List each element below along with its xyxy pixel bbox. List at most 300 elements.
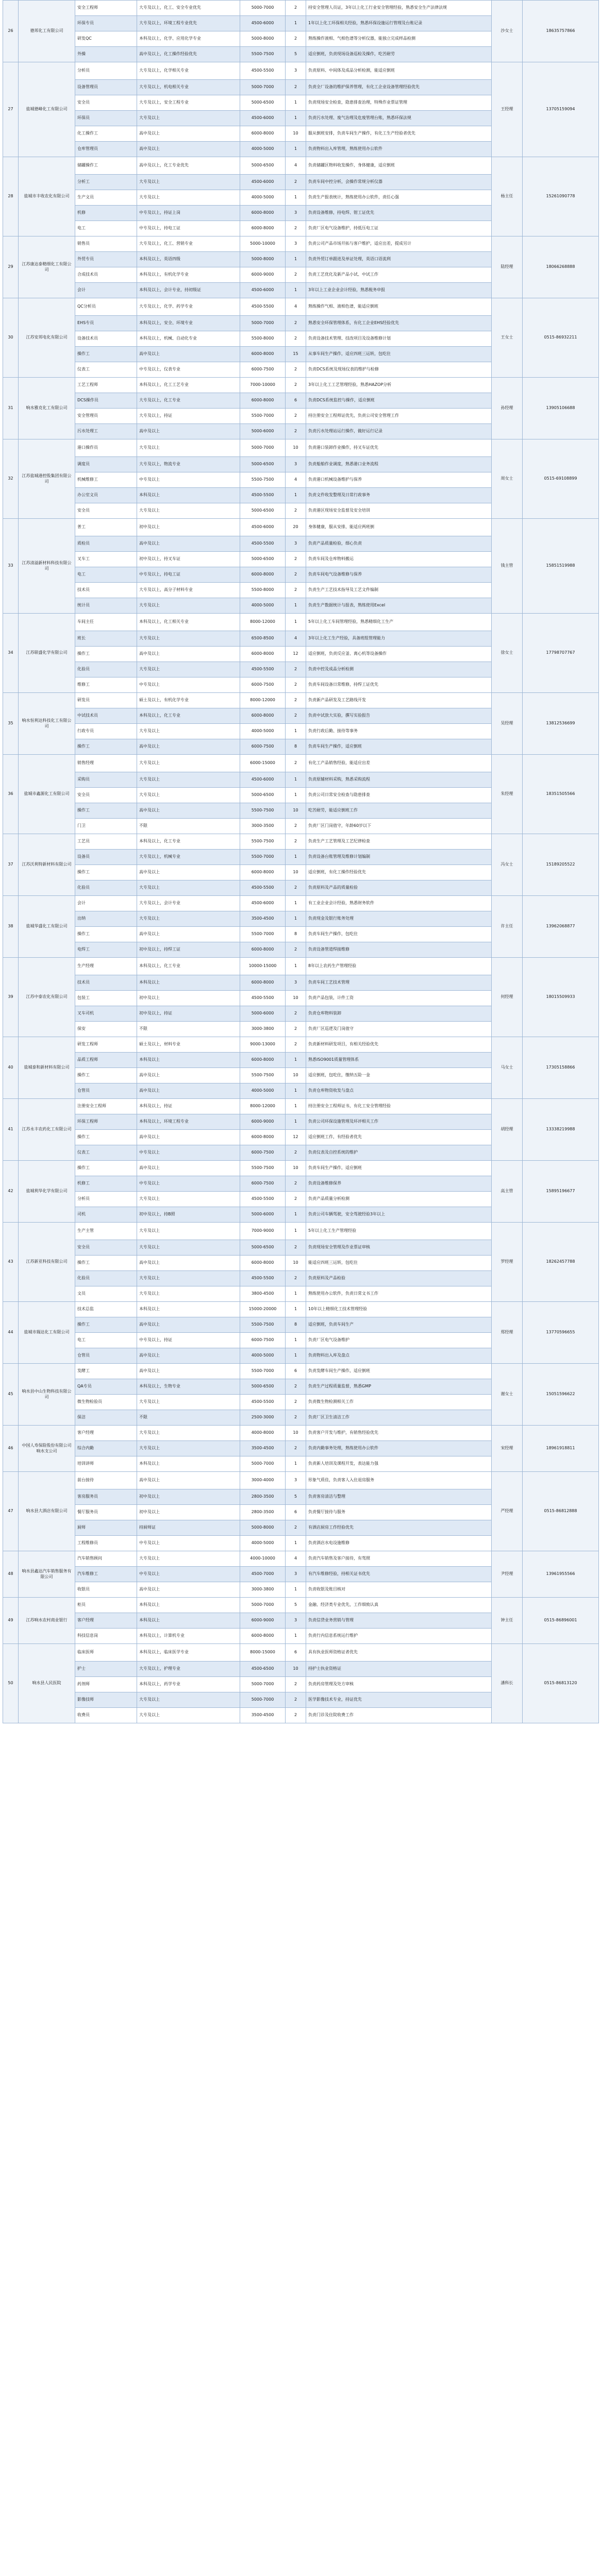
job-description: 负责车间及仓库物料搬运 xyxy=(306,552,492,567)
company-index: 43 xyxy=(3,1223,19,1302)
job-description: 熟悉安全环保管理体系，有化工企业EHS经验优先 xyxy=(306,316,492,331)
job-count: 2 xyxy=(286,267,306,283)
company-index: 30 xyxy=(3,298,19,378)
job-count: 3 xyxy=(286,975,306,991)
job-requirement: 大专及以上 xyxy=(137,1426,240,1441)
contact-person: 陆经理 xyxy=(492,236,523,298)
job-count: 1 xyxy=(286,850,306,865)
job-count: 2 xyxy=(286,567,306,583)
job-description: 有化工产品销售经验，能适应出差 xyxy=(306,755,492,772)
job-description: 医学影像技术专业，持证优先 xyxy=(306,1692,492,1708)
job-salary: 15000-20000 xyxy=(240,1302,286,1317)
job-count: 2 xyxy=(286,1520,306,1536)
job-position: 技术总监 xyxy=(75,1302,137,1317)
company-name: 江苏中泰农化有限公司 xyxy=(19,958,75,1037)
job-requirement: 中专及以上，持证上岗 xyxy=(137,206,240,221)
job-count: 2 xyxy=(286,1037,306,1053)
job-position: 生产经理 xyxy=(75,958,137,975)
job-requirement: 本科及以上，化工专业 xyxy=(137,708,240,724)
job-position: 叉车工 xyxy=(75,552,137,567)
company-name: 江苏新亚科技有限公司 xyxy=(19,1223,75,1302)
job-count: 1 xyxy=(286,911,306,927)
contact-person: 高主管 xyxy=(492,1161,523,1223)
job-salary: 5000-6500 xyxy=(240,95,286,111)
job-description: 负责污水处理、废气治理及危废管理台账，熟悉环保法规 xyxy=(306,111,492,126)
job-description: 负责文件收发整理及日常行政事务 xyxy=(306,488,492,503)
job-count: 20 xyxy=(286,519,306,536)
job-description: 负责设备维修保养 xyxy=(306,1176,492,1192)
job-salary: 4500-6000 xyxy=(240,519,286,536)
job-position: 采购员 xyxy=(75,772,137,788)
job-count: 1 xyxy=(286,1053,306,1068)
job-salary: 6000-8000 xyxy=(240,975,286,991)
job-position: 安全员 xyxy=(75,503,137,519)
contact-phone: 0515-86896001 xyxy=(523,1598,599,1644)
job-count: 4 xyxy=(286,298,306,316)
job-requirement: 本科及以上，持证 xyxy=(137,1099,240,1114)
job-position: 电工 xyxy=(75,1333,137,1348)
company-name: 响水县中山生物科技有限公司 xyxy=(19,1364,75,1426)
contact-phone: 17305158866 xyxy=(523,1037,599,1099)
job-description: 负责公司环保设施管理及环评相关工作 xyxy=(306,1114,492,1130)
job-description: 负责现金及银行账务处理 xyxy=(306,911,492,927)
job-requirement: 高中及以上 xyxy=(137,347,240,362)
job-description: 负责现场安全管理及作业票证审核 xyxy=(306,1240,492,1256)
job-salary: 6000-9000 xyxy=(240,1114,286,1130)
job-description: 负责生产过程质量监督，熟悉GMP xyxy=(306,1379,492,1395)
job-count: 10 xyxy=(286,1068,306,1083)
job-requirement: 本科及以上 xyxy=(137,488,240,503)
job-row xyxy=(3,958,599,975)
contact-person: 钟主任 xyxy=(492,1598,523,1644)
job-count: 10 xyxy=(286,1426,306,1441)
job-requirement: 不限 xyxy=(137,819,240,834)
company-index: 38 xyxy=(3,896,19,958)
job-salary: 4000-5000 xyxy=(240,598,286,614)
job-description: 负责产品质量分析检测 xyxy=(306,1192,492,1207)
job-position: 操作工 xyxy=(75,1256,137,1271)
contact-person: 宋经理 xyxy=(492,1426,523,1472)
job-salary: 8000-12000 xyxy=(240,614,286,631)
contact-phone: 15051596622 xyxy=(523,1364,599,1426)
job-salary: 4500-5500 xyxy=(240,662,286,677)
job-count: 3 xyxy=(286,62,306,80)
job-requirement: 不限 xyxy=(137,1022,240,1037)
company-name: 江苏永丰农药化工有限公司 xyxy=(19,1099,75,1161)
job-requirement: 高中及以上 xyxy=(137,1256,240,1271)
company-name: 江苏康达泰精细化工有限公司 xyxy=(19,236,75,298)
job-salary: 4500-6000 xyxy=(240,283,286,298)
job-count: 2 xyxy=(286,834,306,850)
contact-person: 郑经理 xyxy=(492,1302,523,1364)
job-count: 10 xyxy=(286,865,306,880)
job-requirement: 高中及以上 xyxy=(137,803,240,819)
contact-phone: 15261090778 xyxy=(523,157,599,236)
job-requirement: 中专及以上，持电工证 xyxy=(137,221,240,236)
job-salary: 6000-8000 xyxy=(240,942,286,958)
job-description: 负责车间设备日常维修，持焊工证优先 xyxy=(306,677,492,693)
job-position: 汽车维修工 xyxy=(75,1567,137,1582)
company-name: 江苏响水农村商业银行 xyxy=(19,1598,75,1644)
job-salary: 4000-5000 xyxy=(240,1348,286,1364)
job-description: 5年以上化工车间管理经验，熟悉精细化工生产 xyxy=(306,614,492,631)
job-count: 1 xyxy=(286,488,306,503)
job-requirement: 大专及以上 xyxy=(137,1708,240,1723)
contact-phone: 13962068877 xyxy=(523,896,599,958)
job-count: 2 xyxy=(286,1192,306,1207)
job-position: 科技信息岗 xyxy=(75,1629,137,1644)
job-salary: 6000-8000 xyxy=(240,126,286,142)
job-count: 15 xyxy=(286,347,306,362)
job-salary: 5500-7000 xyxy=(240,409,286,424)
job-description: 适应倒班，包吃住，缴纳五险一金 xyxy=(306,1068,492,1083)
job-salary: 5000-7000 xyxy=(240,80,286,95)
job-position: 操作工 xyxy=(75,927,137,942)
job-count: 1 xyxy=(286,16,306,31)
job-salary: 4500-6500 xyxy=(240,1662,286,1677)
job-count: 1 xyxy=(286,1348,306,1364)
job-position: 安全工程师 xyxy=(75,1,137,16)
job-salary: 3000-3800 xyxy=(240,1022,286,1037)
job-row xyxy=(3,693,599,708)
job-salary: 6000-8000 xyxy=(240,1629,286,1644)
job-requirement: 大专及以上 xyxy=(137,772,240,788)
job-count: 2 xyxy=(286,755,306,772)
contact-person: 冯女士 xyxy=(492,834,523,896)
job-position: 餐厅服务员 xyxy=(75,1505,137,1520)
company-index: 37 xyxy=(3,834,19,896)
job-requirement: 中专及以上 xyxy=(137,1145,240,1161)
job-description: 负责厂区门岗值守，年龄60岁以下 xyxy=(306,819,492,834)
job-salary: 6000-9000 xyxy=(240,1613,286,1629)
job-count: 2 xyxy=(286,362,306,378)
job-description: 负责污水处理站运行操作，做好运行记录 xyxy=(306,424,492,439)
company-name: 盐城市瑞达化工有限公司 xyxy=(19,1302,75,1364)
job-requirement: 初中及以上 xyxy=(137,1489,240,1505)
job-requirement: 大专及以上 xyxy=(137,755,240,772)
job-count: 2 xyxy=(286,1022,306,1037)
company-name: 江苏安邦电化有限公司 xyxy=(19,298,75,378)
job-position: 操作工 xyxy=(75,1068,137,1083)
job-salary: 3500-4500 xyxy=(240,1708,286,1723)
job-position: 叉车司机 xyxy=(75,1006,137,1022)
job-position: EHS专员 xyxy=(75,316,137,331)
job-description: 适应倒班，负责现场设备巡检及操作，吃苦耐劳 xyxy=(306,47,492,62)
job-requirement: 大专及以上，机械专业 xyxy=(137,850,240,865)
job-requirement: 大专及以上，高分子材料专业 xyxy=(137,583,240,598)
contact-person: 尹经理 xyxy=(492,1551,523,1598)
job-description: 具有执业医师资格证者优先 xyxy=(306,1644,492,1662)
job-count: 4 xyxy=(286,157,306,175)
company-index: 34 xyxy=(3,614,19,693)
job-count: 12 xyxy=(286,647,306,662)
job-description: 负责客房清洁与整理 xyxy=(306,1489,492,1505)
job-description: 有工业企业会计经验，熟悉财务软件 xyxy=(306,896,492,911)
job-requirement: 中专及以上 xyxy=(137,472,240,488)
job-position: 安全员 xyxy=(75,788,137,803)
job-count: 6 xyxy=(286,1364,306,1379)
job-count: 1 xyxy=(286,252,306,267)
job-position: 工程维修员 xyxy=(75,1536,137,1551)
job-salary: 4000-5000 xyxy=(240,1083,286,1099)
job-count: 5 xyxy=(286,1489,306,1505)
job-position: 化验员 xyxy=(75,1271,137,1286)
job-requirement: 本科及以上，化工相关专业 xyxy=(137,614,240,631)
job-requirement: 大专及以上，持证 xyxy=(137,409,240,424)
job-position: 发酵工 xyxy=(75,1364,137,1379)
job-count: 1 xyxy=(286,1333,306,1348)
job-count: 2 xyxy=(286,503,306,519)
job-salary: 5000-6500 xyxy=(240,457,286,472)
job-description: 3年以上工业企业会计经验，熟悉税务申报 xyxy=(306,283,492,298)
job-salary: 4500-5500 xyxy=(240,488,286,503)
job-count: 8 xyxy=(286,927,306,942)
job-requirement: 本科及以上，化工工艺专业 xyxy=(137,378,240,393)
job-count: 3 xyxy=(286,1472,306,1489)
job-salary: 7000-10000 xyxy=(240,378,286,393)
job-row xyxy=(3,1099,599,1114)
job-row xyxy=(3,1644,599,1662)
job-count: 1 xyxy=(286,1582,306,1598)
job-count: 1 xyxy=(286,95,306,111)
job-salary: 5500-7000 xyxy=(240,1364,286,1379)
job-position: 仪表工 xyxy=(75,362,137,378)
job-description: 负责原料及产品的质量检验 xyxy=(306,880,492,896)
job-salary: 5000-7000 xyxy=(240,439,286,457)
job-salary: 4500-7000 xyxy=(240,1567,286,1582)
job-count: 2 xyxy=(286,1006,306,1022)
company-index: 27 xyxy=(3,62,19,157)
job-requirement: 高中及以上 xyxy=(137,1582,240,1598)
job-requirement: 大专及以上 xyxy=(137,880,240,896)
job-count: 1 xyxy=(286,1302,306,1317)
job-position: 环保专员 xyxy=(75,16,137,31)
job-position: 设备技术员 xyxy=(75,331,137,347)
job-count: 1 xyxy=(286,1286,306,1302)
job-requirement: 硕士及以上，有机化学专业 xyxy=(137,693,240,708)
job-description: 负责全厂设备的维护保养管理，有化工企业设备管理经验优先 xyxy=(306,80,492,95)
job-position: 护士 xyxy=(75,1662,137,1677)
job-description: 负责生产数据统计与报表，熟练使用Excel xyxy=(306,598,492,614)
job-position: 前台接待 xyxy=(75,1472,137,1489)
job-position: 环保员 xyxy=(75,111,137,126)
job-description: 负责物料出入库及盘点 xyxy=(306,1348,492,1364)
job-count: 2 xyxy=(286,1271,306,1286)
job-count: 2 xyxy=(286,1240,306,1256)
company-name: 德邦化工有限公司 xyxy=(19,1,75,62)
job-salary: 5000-6500 xyxy=(240,1379,286,1395)
job-position: 客户经理 xyxy=(75,1426,137,1441)
job-count: 6 xyxy=(286,393,306,409)
job-requirement: 高中及以上 xyxy=(137,1364,240,1379)
job-requirement: 大专及以上 xyxy=(137,1551,240,1567)
job-position: 影像技师 xyxy=(75,1692,137,1708)
job-requirement: 中专及以上，仪表专业 xyxy=(137,362,240,378)
company-name: 江苏沃利特新材料有限公司 xyxy=(19,834,75,896)
job-row xyxy=(3,1551,599,1567)
job-requirement: 大专及以上 xyxy=(137,598,240,614)
job-row xyxy=(3,378,599,393)
job-position: 仓管员 xyxy=(75,1348,137,1364)
job-description: 负责DCS系统监控与操作，适应倒班 xyxy=(306,393,492,409)
job-salary: 2800-3500 xyxy=(240,1505,286,1520)
job-position: 生产文员 xyxy=(75,190,137,206)
job-position: 保安 xyxy=(75,1022,137,1037)
job-count: 10 xyxy=(286,991,306,1006)
job-salary: 6000-8000 xyxy=(240,567,286,583)
company-index: 41 xyxy=(3,1099,19,1161)
job-requirement: 本科及以上，安全、环境专业 xyxy=(137,316,240,331)
job-description: 熟练使用办公软件，负责日常文书工作 xyxy=(306,1286,492,1302)
job-row xyxy=(3,1037,599,1053)
job-position: 机修 xyxy=(75,206,137,221)
company-name: 盐城市丰收农化有限公司 xyxy=(19,157,75,236)
job-description: 负责内勤事务处理，熟练使用办公软件 xyxy=(306,1441,492,1456)
job-description: 负责发酵车间生产操作，适应倒班 xyxy=(306,1364,492,1379)
job-salary: 5500-7500 xyxy=(240,1068,286,1083)
job-requirement: 大专及以上，化工、营销专业 xyxy=(137,236,240,252)
job-salary: 6000-7500 xyxy=(240,1333,286,1348)
job-requirement: 大专及以上 xyxy=(137,1271,240,1286)
job-description: 负责微生物检测相关工作 xyxy=(306,1395,492,1410)
job-position: 化验员 xyxy=(75,662,137,677)
job-position: 操作工 xyxy=(75,739,137,755)
job-salary: 5000-6000 xyxy=(240,1006,286,1022)
job-count: 1 xyxy=(286,190,306,206)
job-description: 服从倒班安排，负责车间生产操作，有化工生产经验者优先 xyxy=(306,126,492,142)
job-requirement: 大专及以上，安全工程专业 xyxy=(137,95,240,111)
job-salary: 6000-7500 xyxy=(240,1176,286,1192)
job-row xyxy=(3,1364,599,1379)
job-count: 2 xyxy=(286,221,306,236)
job-position: 客户经理 xyxy=(75,1613,137,1629)
job-row xyxy=(3,1426,599,1441)
contact-phone: 18262457788 xyxy=(523,1223,599,1302)
job-position: 汽车销售顾问 xyxy=(75,1551,137,1567)
company-index: 31 xyxy=(3,378,19,439)
job-description: 负责储罐区物料收发操作，身体健康，适应倒班 xyxy=(306,157,492,175)
job-position: 厨师 xyxy=(75,1520,137,1536)
job-position: 文员 xyxy=(75,1286,137,1302)
job-count: 1 xyxy=(286,1099,306,1114)
job-count: 1 xyxy=(286,788,306,803)
job-count: 2 xyxy=(286,677,306,693)
job-salary: 4500-6000 xyxy=(240,772,286,788)
job-salary: 4500-5500 xyxy=(240,1395,286,1410)
job-salary: 5500-8000 xyxy=(240,331,286,347)
job-count: 2 xyxy=(286,662,306,677)
job-salary: 6000-8000 xyxy=(240,221,286,236)
job-row xyxy=(3,157,599,175)
job-position: 班长 xyxy=(75,631,137,647)
job-salary: 5000-6000 xyxy=(240,1207,286,1223)
job-position: 设备员 xyxy=(75,850,137,865)
job-salary: 5000-7000 xyxy=(240,1456,286,1472)
job-requirement: 大专及以上 xyxy=(137,724,240,739)
job-salary: 4500-5500 xyxy=(240,991,286,1006)
job-position: 分析员 xyxy=(75,1192,137,1207)
job-salary: 4500-5500 xyxy=(240,62,286,80)
contact-phone: 13338219988 xyxy=(523,1099,599,1161)
contact-person: 谢女士 xyxy=(492,1364,523,1426)
job-salary: 5000-8000 xyxy=(240,1520,286,1536)
job-salary: 3500-4500 xyxy=(240,911,286,927)
job-row xyxy=(3,614,599,631)
job-position: 安全员 xyxy=(75,1240,137,1256)
job-salary: 5500-7500 xyxy=(240,834,286,850)
job-count: 3 xyxy=(286,457,306,472)
job-position: 分析员 xyxy=(75,62,137,80)
company-name: 江苏盐城港控股集团有限公司 xyxy=(19,439,75,519)
job-position: 操作工 xyxy=(75,803,137,819)
job-count: 2 xyxy=(286,424,306,439)
job-count: 2 xyxy=(286,1176,306,1192)
job-row xyxy=(3,1,599,16)
company-name: 响水雅克化工有限公司 xyxy=(19,378,75,439)
job-position: 销售员 xyxy=(75,236,137,252)
company-index: 50 xyxy=(3,1644,19,1723)
job-salary: 5500-7000 xyxy=(240,927,286,942)
job-row xyxy=(3,834,599,850)
job-description: 负责车间生产操作，适应倒班 xyxy=(306,1161,492,1176)
company-index: 49 xyxy=(3,1598,19,1644)
job-position: 操作工 xyxy=(75,347,137,362)
job-position: 仓管员 xyxy=(75,1083,137,1099)
job-description: 负责餐厅接待与服务 xyxy=(306,1505,492,1520)
company-index: 39 xyxy=(3,958,19,1037)
job-requirement: 初中及以上 xyxy=(137,519,240,536)
job-salary: 10000-15000 xyxy=(240,958,286,975)
company-name: 响水县大酒店有限公司 xyxy=(19,1472,75,1551)
job-salary: 4000-5000 xyxy=(240,724,286,739)
job-position: 会计 xyxy=(75,283,137,298)
job-position: 操作工 xyxy=(75,1130,137,1145)
company-index: 47 xyxy=(3,1472,19,1551)
job-position: 保洁 xyxy=(75,1410,137,1426)
job-requirement: 高中及以上 xyxy=(137,865,240,880)
job-requirement: 大专及以上 xyxy=(137,1240,240,1256)
job-description: 熟练操作液相、气相色谱等分析仪器，能独立完成样品检测 xyxy=(306,31,492,47)
job-salary: 5000-6500 xyxy=(240,788,286,803)
job-description: 3年以上化工生产经验，具备班组管理能力 xyxy=(306,631,492,647)
job-salary: 3000-3800 xyxy=(240,1582,286,1598)
job-salary: 5000-8000 xyxy=(240,252,286,267)
job-description: 负责厂区巡逻及门岗值守 xyxy=(306,1022,492,1037)
job-requirement: 大专及以上 xyxy=(137,1441,240,1456)
job-salary: 7000-9000 xyxy=(240,1223,286,1240)
job-position: 微生物检验员 xyxy=(75,1395,137,1410)
job-description: 负责汽车销售及客户接待，有驾照 xyxy=(306,1551,492,1567)
job-position: 操作工 xyxy=(75,1161,137,1176)
job-count: 10 xyxy=(286,1161,306,1176)
job-count: 2 xyxy=(286,708,306,724)
job-position: 机修工 xyxy=(75,1176,137,1192)
job-salary: 5000-6500 xyxy=(240,1240,286,1256)
job-salary: 6000-8000 xyxy=(240,1256,286,1271)
job-position: 柜员 xyxy=(75,1598,137,1613)
job-count: 6 xyxy=(286,1505,306,1520)
job-requirement: 高中及以上，化工操作经验优先 xyxy=(137,47,240,62)
contact-person: 吴经理 xyxy=(492,693,523,755)
job-position: 统计员 xyxy=(75,598,137,614)
job-description: 负责产品包装，计件工资 xyxy=(306,991,492,1006)
job-position: 注册安全工程师 xyxy=(75,1099,137,1114)
job-position: DCS操作员 xyxy=(75,393,137,409)
job-count: 2 xyxy=(286,1410,306,1426)
company-name: 响水县人民医院 xyxy=(19,1644,75,1723)
job-count: 8 xyxy=(286,1317,306,1333)
job-requirement: 大专及以上 xyxy=(137,788,240,803)
